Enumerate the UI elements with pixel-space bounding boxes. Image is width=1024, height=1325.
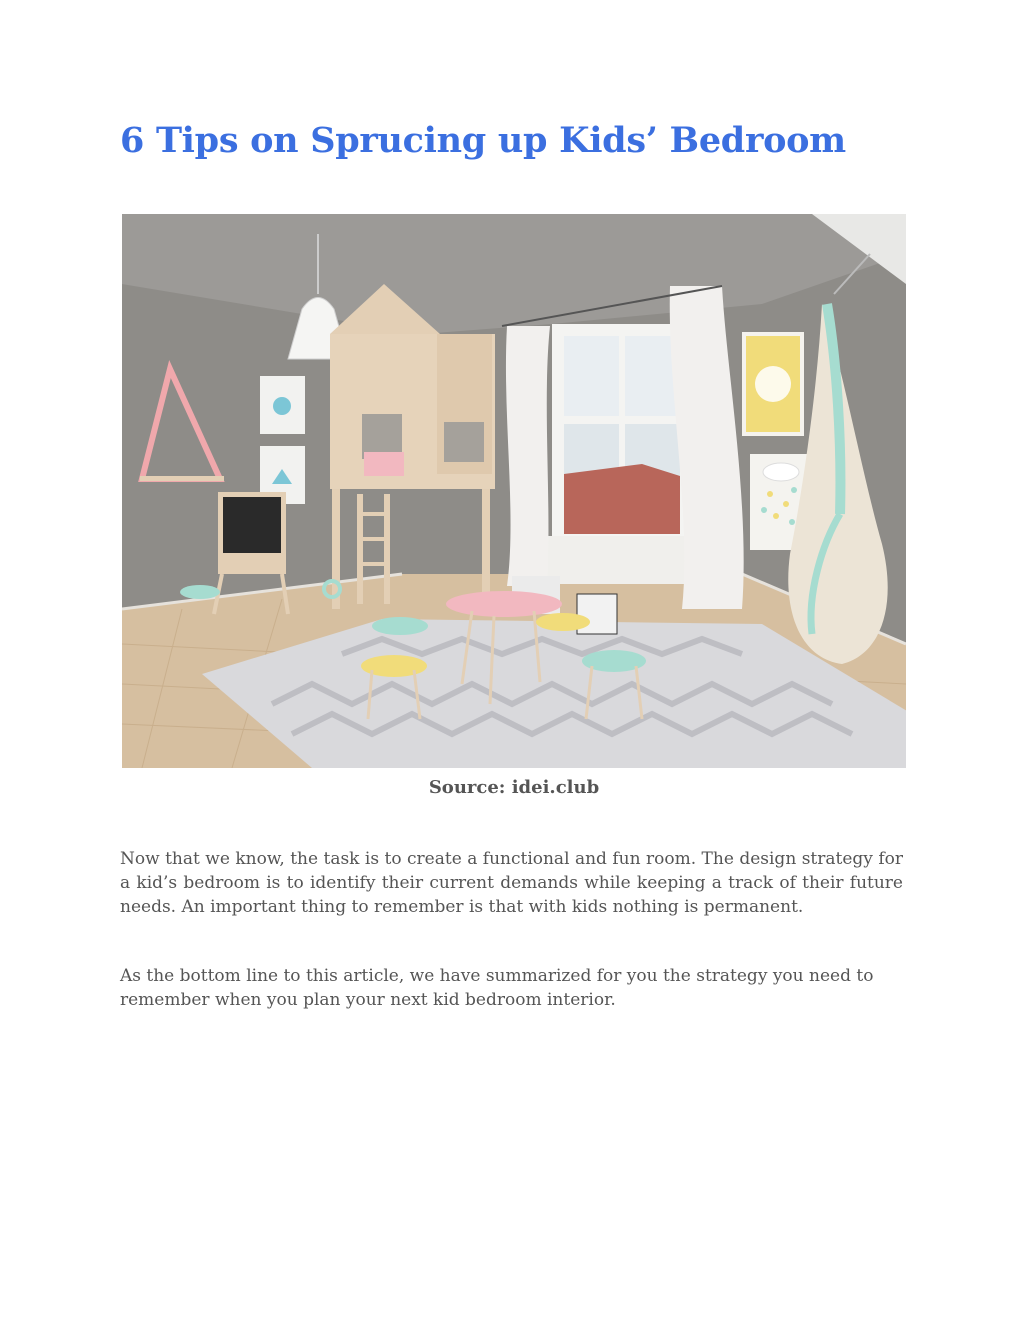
chalkboard [223, 497, 281, 553]
left-curtain [506, 326, 550, 586]
image-caption: Source: idei.club [428, 777, 600, 798]
kids-table [446, 591, 562, 617]
paragraph-1: Now that we know, the task is to create a functional and fun room. The design strategy for a kid’s bedroom is to identify their current demands while keeping a track of their future needs. An important thing to remember is that with kids nothing is permanent. [120, 849, 903, 917]
bedroom-photo [122, 214, 906, 768]
radiator [547, 536, 697, 584]
paragraph-2: As the bottom line to this article, we have summarized for you the strategy you need to remember when you plan your next kid bedroom interior. [120, 966, 874, 1010]
article-title: 6 Tips on Sprucing up Kids’ Bedroom [120, 120, 846, 161]
